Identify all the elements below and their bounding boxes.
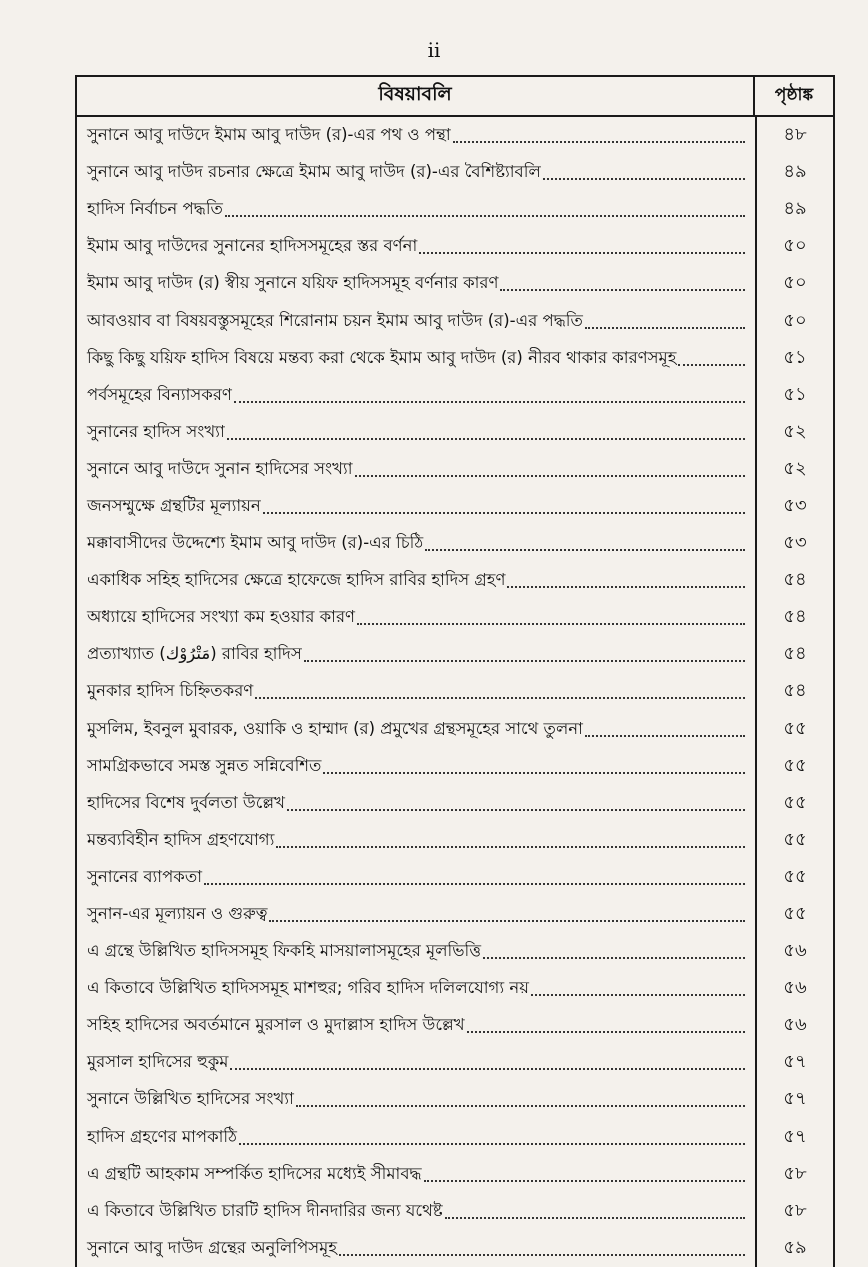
dot-leader: [304, 659, 745, 662]
toc-entry-page: ৫৫: [755, 896, 833, 933]
toc-entry-title-cell: [77, 678, 755, 705]
dot-leader: [425, 548, 745, 551]
topics-column-header: বিষয়াবলি: [378, 83, 452, 105]
toc-entry-row: [77, 896, 833, 933]
toc-entry-title: পর্বসমূহের বিন্যাসকরণ: [87, 384, 232, 404]
toc-entry-title: সুনানের হাদিস সংখ্যা: [87, 421, 225, 441]
toc-entry-row: [77, 414, 833, 451]
toc-entry-page: ৫৭: [755, 1119, 833, 1156]
toc-entry-title: সুনান-এর মূল্যায়ন ও গুরুত্ব: [87, 904, 268, 924]
toc-entry-title: মক্কাবাসীদের উদ্দেশ্যে ইমাম আবু দাউদ (র)-এর চিঠি: [87, 533, 424, 553]
toc-entry-title: হাদিস নির্বাচন পদ্ধতি: [87, 199, 223, 219]
toc-entry-row: [77, 191, 833, 228]
toc-entry-title-cell: [77, 1235, 755, 1262]
toc-entry-title-cell: [77, 827, 755, 854]
toc-entry-title-cell: [77, 345, 755, 372]
toc-entry-title: সহিহ হাদিসের অবর্তমানে মুরসাল ও মুদাল্লাস হাদিস উল্লেখ: [87, 1015, 465, 1035]
toc-entry-row: [77, 970, 833, 1007]
toc-entry-row: [77, 265, 833, 302]
toc-entry-page: ৫৪: [755, 599, 833, 636]
toc-entry-row: [77, 822, 833, 859]
toc-entry-title-cell: [77, 975, 755, 1002]
toc-entry-row: [77, 933, 833, 970]
dot-leader: [424, 1179, 745, 1182]
toc-entry-row: [77, 748, 833, 785]
toc-entry-title-cell: [77, 901, 755, 928]
toc-entry-title: সুনানে আবু দাউদে সুনান হাদিসের সংখ্যা: [87, 458, 353, 478]
table-header: [77, 77, 833, 117]
dot-leader: [585, 326, 745, 329]
toc-entry-row: [77, 488, 833, 525]
toc-entry-title: মন্তব্যবিহীন হাদিস গ্রহণযোগ্য: [87, 829, 275, 849]
dot-leader: [296, 1104, 745, 1107]
toc-entry-title-cell: [77, 1086, 755, 1113]
toc-entry-title: এ গ্রন্থে উল্লিখিত হাদিসসমূহ ফিকহি মাসয়ালাসমূহের মূলভিত্তি: [87, 941, 482, 961]
toc-entry-title: সুনানে আবু দাউদ রচনার ক্ষেত্রে ইমাম আবু দাউদ (র)-এর বৈশিষ্ট্যাবলি: [87, 162, 541, 182]
table-of-contents: [75, 75, 835, 1267]
toc-entry-title-cell: [77, 753, 755, 780]
toc-entry-page: ৫৩: [755, 525, 833, 562]
toc-entry-page: ৫১: [755, 340, 833, 377]
toc-entry-row: [77, 562, 833, 599]
toc-entry-row: [77, 1156, 833, 1193]
toc-entry-title-cell: [77, 641, 755, 668]
dot-leader: [239, 1142, 745, 1145]
toc-entry-row: [77, 1007, 833, 1044]
toc-entry-page: ৫৯: [755, 1230, 833, 1267]
toc-entry-row: [77, 859, 833, 896]
toc-entry-page: ৫৬: [755, 933, 833, 970]
dot-leader: [585, 734, 745, 737]
toc-entry-title-cell: [77, 308, 755, 335]
toc-entry-row: [77, 154, 833, 191]
toc-entry-title: প্রত্যাখ্যাত (مَتْرُوْك) রাবির হাদিস: [87, 644, 302, 664]
toc-entry-title: জনসম্মুক্ষে গ্রন্থটির মূল্যায়ন: [87, 495, 261, 515]
toc-entry-title: সুনানে আবু দাউদ গ্রন্থের অনুলিপিসমূহ: [87, 1237, 338, 1257]
toc-entry-title: সামগ্রিকভাবে সমস্ত সুন্নত সন্নিবেশিত: [87, 755, 322, 775]
toc-entry-page: ৪৯: [755, 191, 833, 228]
toc-entry-page: ৫২: [755, 414, 833, 451]
toc-entry-page: ৫২: [755, 451, 833, 488]
toc-entry-title-cell: [77, 493, 755, 520]
dot-leader: [543, 177, 745, 180]
toc-entry-page: ৪৮: [755, 117, 833, 154]
toc-entry-row: [77, 599, 833, 636]
toc-entry-row: [77, 302, 833, 339]
toc-entry-row: [77, 673, 833, 710]
toc-entry-title-cell: [77, 1012, 755, 1039]
toc-entry-page: ৫৮: [755, 1193, 833, 1230]
toc-entry-title: মুরসাল হাদিসের হুকুম: [87, 1052, 229, 1072]
dot-leader: [355, 474, 745, 477]
toc-entry-title: এ কিতাবে উল্লিখিত চারটি হাদিস দীনদারির জন্য যথেষ্ট: [87, 1200, 443, 1220]
toc-entry-page: ৫৫: [755, 859, 833, 896]
toc-entry-row: [77, 785, 833, 822]
toc-entry-title: সুনানে আবু দাউদে ইমাম আবু দাউদ (র)-এর পথ ও পন্থা: [87, 125, 451, 145]
toc-entry-page: ৫৬: [755, 1007, 833, 1044]
toc-entry-title: মুসলিম, ইবনুল মুবারক, ওয়াকি ও হাম্মাদ (র) প্রমুখের গ্রন্থসমূহের সাথে তুলনা: [87, 718, 583, 738]
toc-entry-page: ৫৫: [755, 785, 833, 822]
toc-entry-title: হাদিসের বিশেষ দুর্বলতা উল্লেখ: [87, 792, 285, 812]
toc-entry-page: ৫৩: [755, 488, 833, 525]
toc-entry-row: [77, 711, 833, 748]
toc-entry-row: [77, 377, 833, 414]
dot-leader: [269, 919, 745, 922]
dot-leader: [255, 696, 745, 699]
dot-leader: [339, 1253, 745, 1256]
toc-entry-page: ৫৪: [755, 673, 833, 710]
toc-entry-row: [77, 1193, 833, 1230]
toc-entry-row: [77, 117, 833, 154]
dot-leader: [678, 363, 745, 366]
toc-entry-title-cell: [77, 382, 755, 409]
dot-leader: [204, 882, 745, 885]
toc-entry-row: [77, 1081, 833, 1118]
toc-entry-row: [77, 1230, 833, 1267]
dot-leader: [230, 1067, 745, 1070]
toc-entry-title-cell: [77, 159, 755, 186]
dot-leader: [483, 956, 745, 959]
toc-entry-page: ৫৭: [755, 1044, 833, 1081]
toc-entry-page: ৫৫: [755, 822, 833, 859]
toc-entry-page: ৫৭: [755, 1081, 833, 1118]
toc-entry-title-cell: [77, 233, 755, 260]
toc-entry-page: ৫৫: [755, 748, 833, 785]
toc-entry-row: [77, 451, 833, 488]
toc-entry-title-cell: [77, 1161, 755, 1188]
toc-entry-title: সুনানে উল্লিখিত হাদিসের সংখ্যা: [87, 1089, 294, 1109]
toc-entry-page: ৫৪: [755, 562, 833, 599]
dot-leader: [357, 622, 745, 625]
toc-entry-title: এ গ্রন্থটি আহকাম সম্পর্কিত হাদিসের মধ্যেই সীমাবদ্ধ: [87, 1163, 422, 1183]
dot-leader: [227, 437, 745, 440]
toc-entry-title-cell: [77, 567, 755, 594]
toc-entry-title-cell: [77, 1198, 755, 1225]
toc-entry-title: ইমাম আবু দাউদ (র) স্বীয় সুনানে যয়িফ হাদিসসমূহ বর্ণনার কারণ: [87, 273, 499, 293]
toc-entry-title: আবওয়াব বা বিষয়বস্তুসমূহের শিরোনাম চয়ন ইমাম আবু দাউদ (র)-এর পদ্ধতি: [87, 310, 583, 330]
page-number: ii: [427, 38, 441, 62]
dot-leader: [225, 214, 745, 217]
toc-entry-title-cell: [77, 864, 755, 891]
toc-entry-title-cell: [77, 1124, 755, 1151]
toc-entry-title-cell: [77, 530, 755, 557]
toc-entry-page: ৫০: [755, 302, 833, 339]
toc-entry-page: ৫১: [755, 377, 833, 414]
toc-entry-row: [77, 636, 833, 673]
toc-entry-title-cell: [77, 716, 755, 743]
dot-leader: [419, 251, 745, 254]
toc-entry-row: [77, 1119, 833, 1156]
toc-entry-row: [77, 228, 833, 265]
toc-entry-title: এ কিতাবে উল্লিখিত হাদিসসমূহ মাশহুর; গরিব হাদিস দলিলযোগ্য নয়: [87, 978, 529, 998]
toc-entry-title-cell: [77, 196, 755, 223]
toc-entry-title-cell: [77, 790, 755, 817]
dot-leader: [287, 808, 745, 811]
dot-leader: [323, 771, 745, 774]
toc-entry-title: কিছু কিছু যয়িফ হাদিস বিষয়ে মন্তব্য করা থেকে ইমাম আবু দাউদ (র) নীরব থাকার কারণসমূহ: [87, 347, 677, 367]
toc-entry-title-cell: [77, 938, 755, 965]
toc-entry-title-cell: [77, 122, 755, 149]
toc-entry-title: মুনকার হাদিস চিহ্নিতকরণ: [87, 681, 254, 701]
toc-entry-row: [77, 525, 833, 562]
toc-entry-page: ৫৬: [755, 970, 833, 1007]
toc-entry-page: ৫০: [755, 265, 833, 302]
toc-entry-title: ইমাম আবু দাউদের সুনানের হাদিসসমূহের স্তর বর্ণনা: [87, 236, 418, 256]
toc-entry-page: ৫৪: [755, 636, 833, 673]
toc-entries: [77, 117, 833, 1267]
dot-leader: [453, 140, 745, 143]
dot-leader: [467, 1030, 745, 1033]
dot-leader: [500, 288, 745, 291]
toc-entry-title-cell: [77, 1049, 755, 1076]
dot-leader: [531, 993, 745, 996]
dot-leader: [234, 400, 745, 403]
toc-entry-row: [77, 1044, 833, 1081]
toc-entry-page: ৫৮: [755, 1156, 833, 1193]
toc-entry-page: ৫৫: [755, 711, 833, 748]
toc-entry-page: ৪৯: [755, 154, 833, 191]
page-column-header: পৃষ্ঠাঙ্ক: [753, 77, 833, 115]
toc-entry-title: হাদিস গ্রহণের মাপকাঠি: [87, 1126, 237, 1146]
toc-entry-row: [77, 340, 833, 377]
toc-entry-title: সুনানের ব্যাপকতা: [87, 866, 202, 886]
dot-leader: [276, 845, 745, 848]
toc-entry-title: অধ্যায়ে হাদিসের সংখ্যা কম হওয়ার কারণ: [87, 607, 356, 627]
toc-entry-title-cell: [77, 456, 755, 483]
dot-leader: [445, 1216, 745, 1219]
toc-entry-title-cell: [77, 419, 755, 446]
toc-entry-title: একাধিক সহিহ হাদিসের ক্ষেত্রে হাফেজে হাদিস রাবির হাদিস গ্রহণ: [87, 570, 506, 590]
dot-leader: [507, 585, 745, 588]
toc-entry-title-cell: [77, 604, 755, 631]
dot-leader: [263, 511, 745, 514]
toc-entry-title-cell: [77, 270, 755, 297]
toc-entry-page: ৫০: [755, 228, 833, 265]
